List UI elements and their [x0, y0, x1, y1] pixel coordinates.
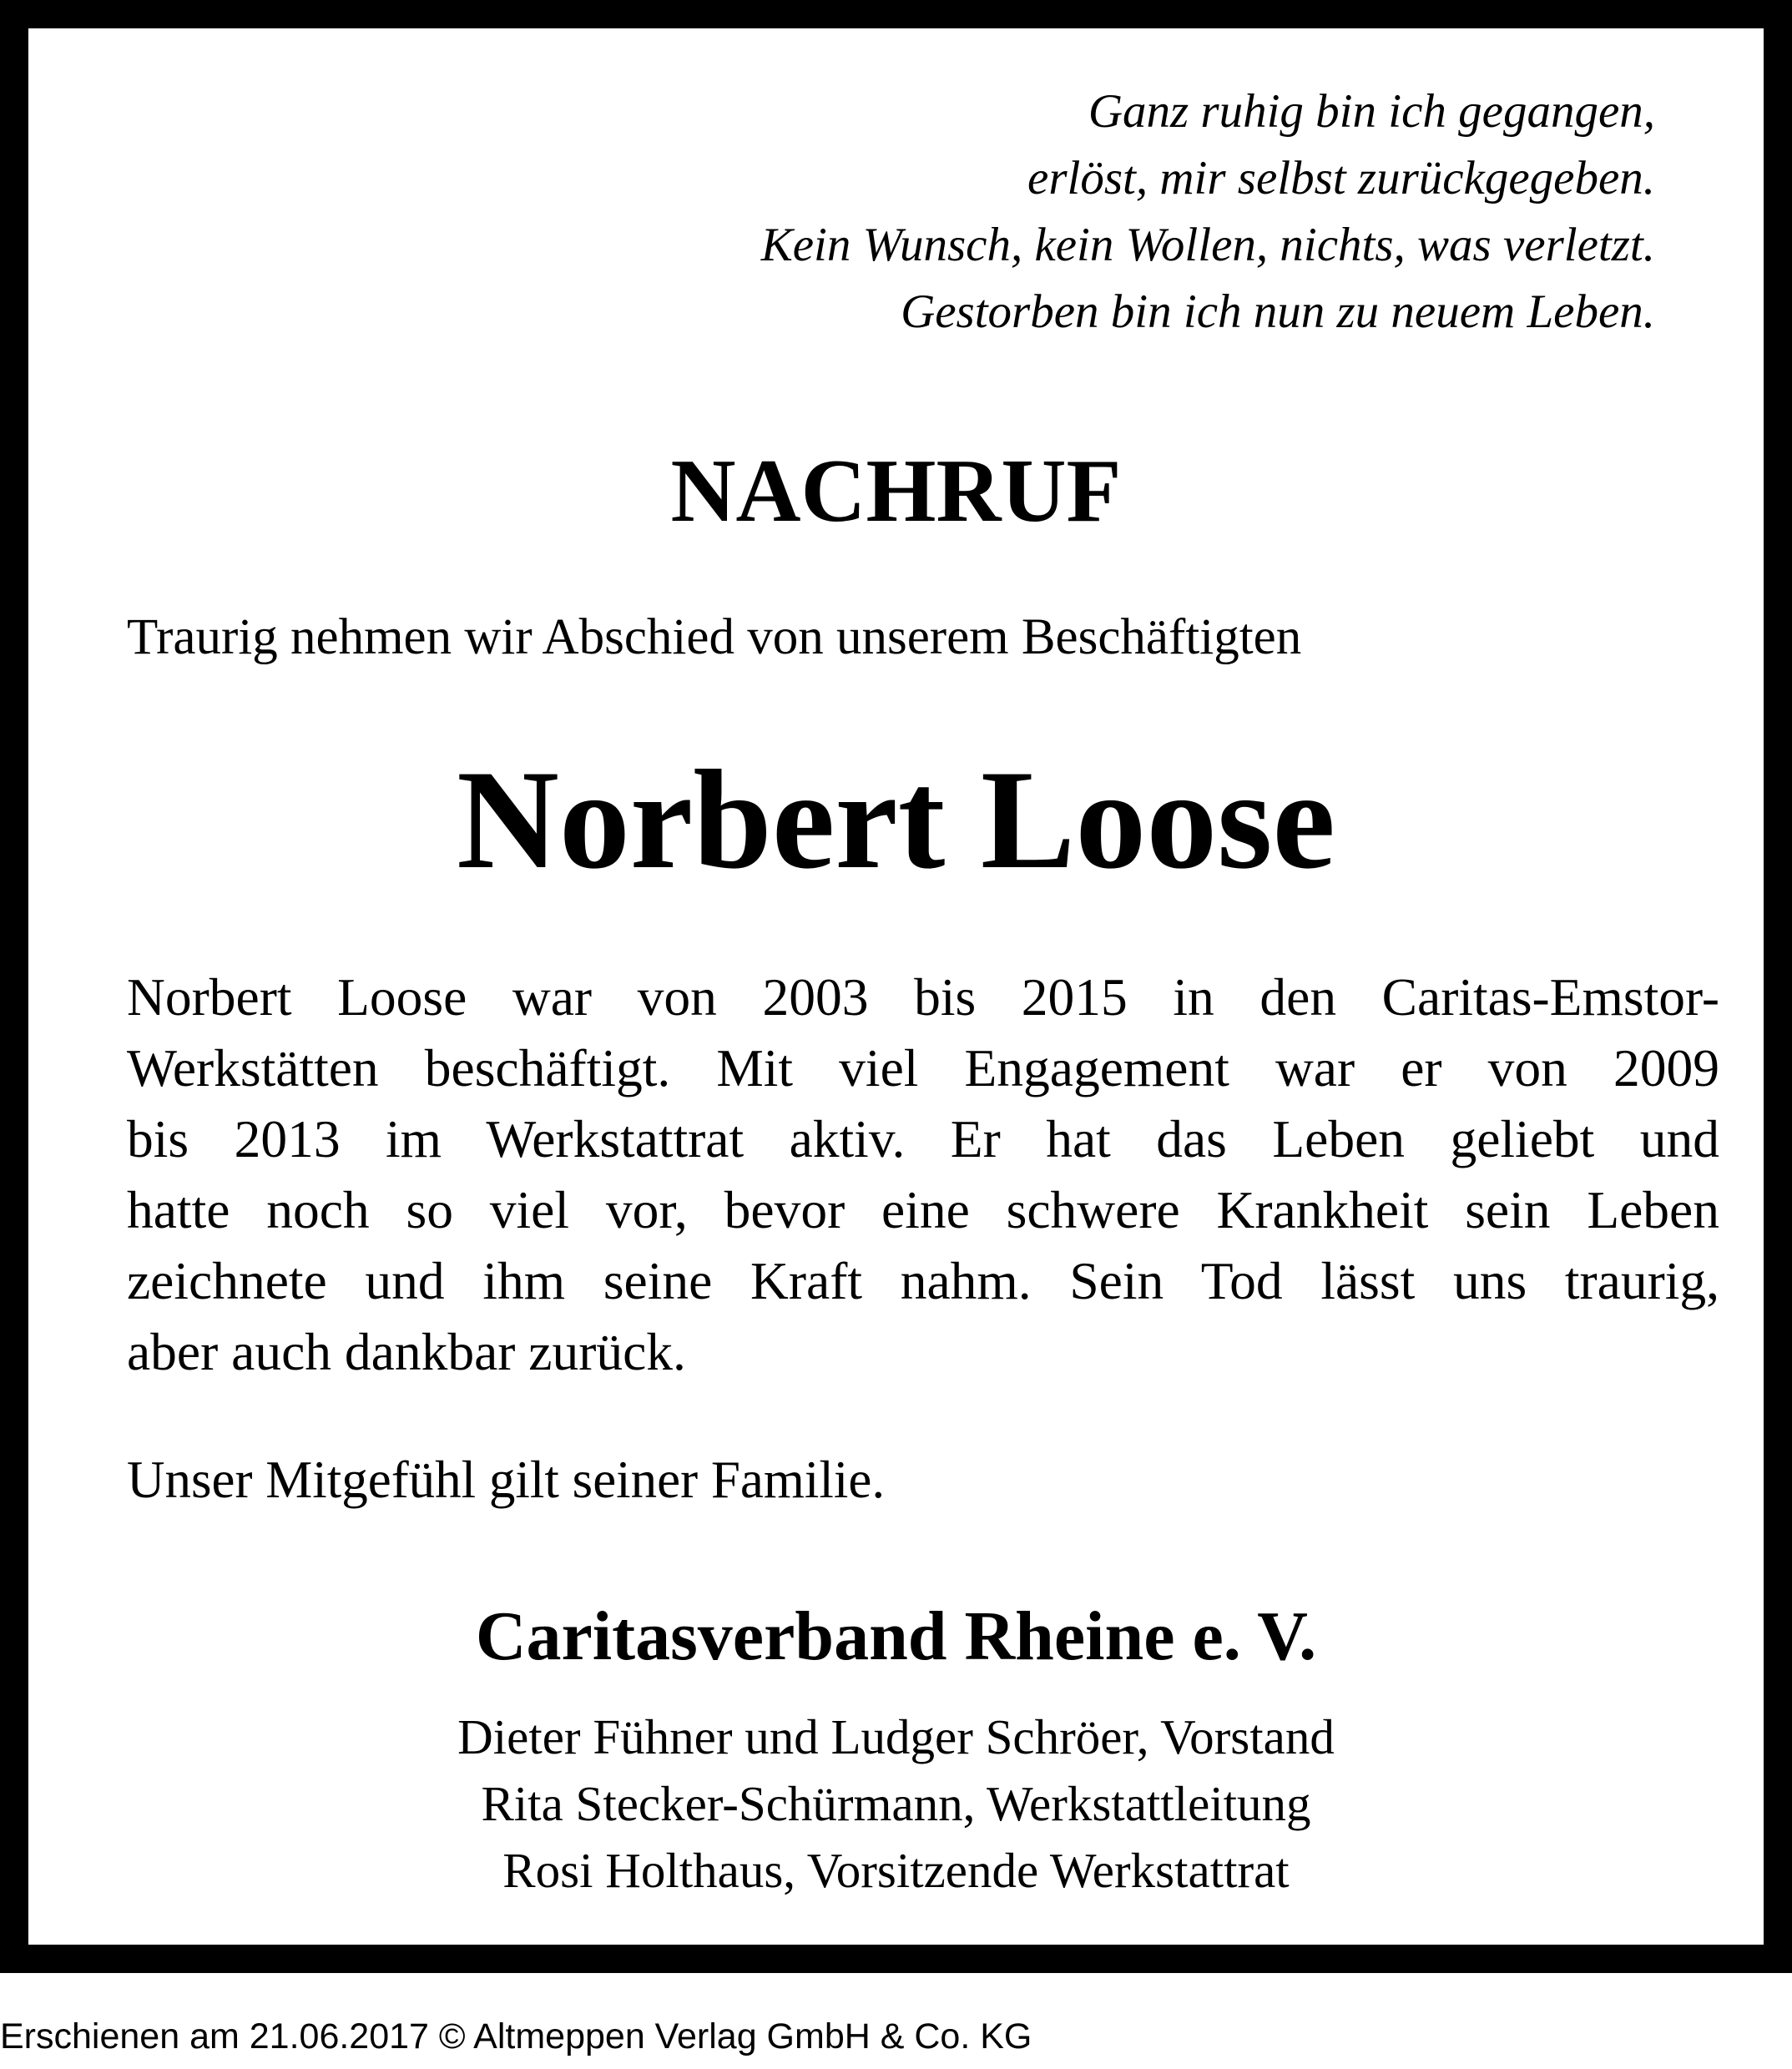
intro-text: Traurig nehmen wir Abschied von unserem Beschäftigten [127, 609, 1302, 665]
organization-name: Caritasverband Rheine e. V. [475, 1597, 1317, 1675]
motto-line: erlöst, mir selbst zurückgegeben. [1027, 152, 1655, 204]
motto-line: Gestorben bin ich nun zu neuem Leben. [901, 285, 1655, 338]
deceased-name: Norbert Loose [457, 741, 1335, 898]
motto-line: Kein Wunsch, kein Wollen, nichts, was verletzt. [760, 219, 1655, 271]
publication-footer: Erschienen am 21.06.2017 © Altmeppen Verlag GmbH & Co. KG [0, 2016, 1032, 2056]
body-line: bis 2013 im Werkstattrat aktiv. Er hat das Leben geliebt und [127, 1109, 1719, 1168]
signer-line: Rita Stecker-Schürmann, Werkstattleitung [481, 1776, 1311, 1831]
body-line: Norbert Loose war von 2003 bis 2015 in den Caritas-Emstor- [127, 967, 1719, 1027]
signer-line: Dieter Fühner und Ludger Schröer, Vorstand [457, 1709, 1335, 1764]
signer-line: Rosi Holthaus, Vorsitzende Werkstattrat [502, 1843, 1290, 1898]
sympathy-text: Unser Mitgefühl gilt seiner Familie. [127, 1451, 886, 1509]
body-line: Werkstätten beschäftigt. Mit viel Engagement war er von 2009 [127, 1038, 1719, 1098]
body-line: hatte noch so viel vor, bevor eine schwere Krankheit sein Leben [127, 1180, 1719, 1239]
body-line: zeichnete und ihm seine Kraft nahm. Sein Tod lässt uns traurig, [127, 1251, 1719, 1310]
body-line: aber auch dankbar zurück. [127, 1322, 686, 1381]
motto-line: Ganz ruhig bin ich gegangen, [1088, 85, 1655, 138]
notice-heading: NACHRUF [670, 442, 1122, 541]
signers-list [28, 1703, 1764, 1904]
motto-poem [403, 78, 1655, 346]
body-paragraph [127, 961, 1719, 1387]
